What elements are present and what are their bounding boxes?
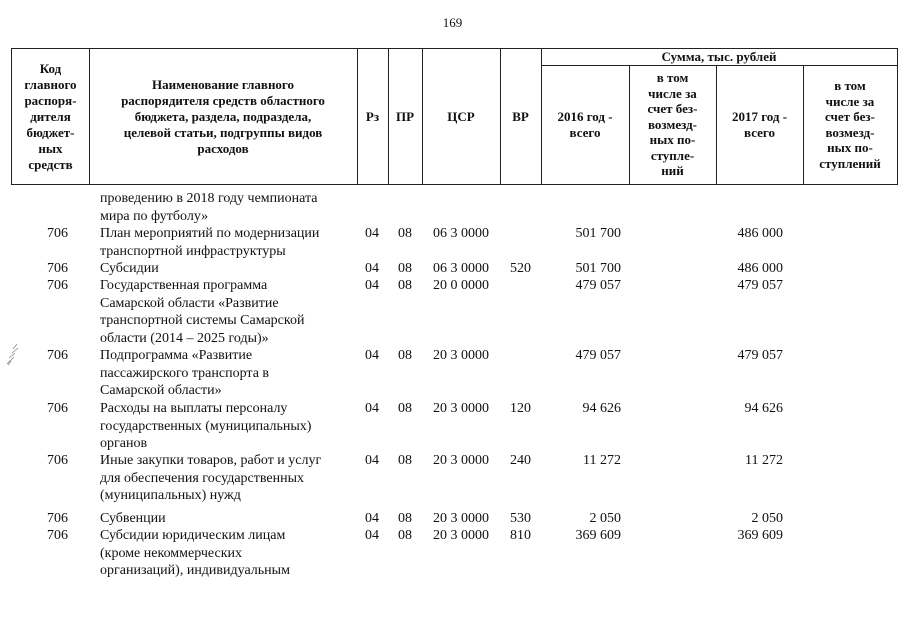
row-code: 706 [47,261,68,276]
row-rz: 04 [365,401,379,416]
header-name: Наименование главного распорядителя средств областного бюджета, раздела, подраздела, целевой статьи, подгруппы видов расходов [121,76,325,156]
row-sum-2016: 11 272 [583,453,621,468]
page-number: 169 [442,15,463,30]
row-sum-2017: 2 050 [751,511,783,526]
row-code: 706 [47,226,68,241]
row-code: 706 [47,278,68,293]
row-sum-2016: 369 609 [575,528,621,543]
row-code: 706 [47,528,68,543]
row-pr: 08 [398,348,412,363]
row-sum-2016: 479 057 [575,348,621,363]
row-pr: 08 [398,511,412,526]
row-code: 706 [47,453,68,468]
row-rz: 04 [365,511,379,526]
row-csr: 20 3 0000 [433,401,489,416]
row-sum-2016: 2 050 [589,511,621,526]
row-sum-2016: 94 626 [582,401,621,416]
row-sum-2016: 479 057 [575,278,621,293]
header-2016-free: в том числе за счет без- возмезд- ных по- ступле- ний [647,70,698,179]
row-csr: 20 3 0000 [433,511,489,526]
row-pr: 08 [398,528,412,543]
row-vr: 530 [510,511,531,526]
row-name: Подпрограмма «Развитие пассажирского транспорта в Самарской области» [100,348,270,399]
row-name: Расходы на выплаты персоналу государственных (муниципальных) органов [100,401,312,452]
row-sum-2017: 11 272 [745,453,783,468]
row-sum-2017: 94 626 [744,401,783,416]
row-sum-2017: 479 057 [737,348,783,363]
row-sum-2016: 501 700 [575,226,621,241]
row-rz: 04 [365,261,379,276]
row-pr: 08 [398,453,412,468]
header-2017-free: в том числе за счет без- возмезд- ных по- ступлений [819,78,881,171]
row-rz: 04 [365,226,379,241]
row-csr: 06 3 0000 [433,226,489,241]
row-rz: 04 [365,528,379,543]
header-2017-total: 2017 год - всего [731,108,788,140]
row-code: 706 [47,511,68,526]
row-csr: 06 3 0000 [433,261,489,276]
header-rz: Рз [365,108,380,124]
header-2016-total: 2016 год - всего [557,108,613,140]
row-vr: 520 [510,261,531,276]
row-name: проведению в 2018 году чемпионата мира по футболу» [100,191,318,224]
row-name: План мероприятий по модернизации транспортной инфраструктуры [100,226,320,259]
row-rz: 04 [365,278,379,293]
row-vr: 120 [510,401,531,416]
row-name: Иные закупки товаров, работ и услуг для обеспечения государственных (муниципальных) нужд [100,453,322,504]
header-csr: ЦСР [447,108,475,124]
row-vr: 240 [510,453,531,468]
row-name: Субвенции [100,511,166,526]
row-sum-2017: 486 000 [737,226,783,241]
row-sum-2017: 479 057 [737,278,783,293]
header-sum: Сумма, тыс. рублей [661,49,777,64]
row-pr: 08 [398,226,412,241]
row-sum-2016: 501 700 [575,261,621,276]
row-pr: 08 [398,261,412,276]
header-vr: ВР [512,108,529,124]
row-csr: 20 3 0000 [433,528,489,543]
row-rz: 04 [365,453,379,468]
row-name: Субсидии [100,261,159,276]
header-pr: ПР [395,108,415,124]
row-pr: 08 [398,401,412,416]
table-header [11,48,898,185]
row-csr: 20 0 0000 [433,278,489,293]
row-pr: 08 [398,278,412,293]
row-code: 706 [47,348,68,363]
header-code: Код главного распоря- дителя бюджет- ных средств [24,60,77,172]
row-csr: 20 3 0000 [433,453,489,468]
row-vr: 810 [510,528,531,543]
row-rz: 04 [365,348,379,363]
row-name: Субсидии юридическим лицам (кроме некоммерческих организаций), индивидуальным [100,528,290,579]
row-code: 706 [47,401,68,416]
row-name: Государственная программа Самарской области «Развитие транспортной системы Самарской области (2014 – 2025 годы)» [100,278,305,346]
row-sum-2017: 486 000 [737,261,783,276]
row-sum-2017: 369 609 [737,528,783,543]
margin-scan-mark [2,342,24,368]
row-csr: 20 3 0000 [433,348,489,363]
